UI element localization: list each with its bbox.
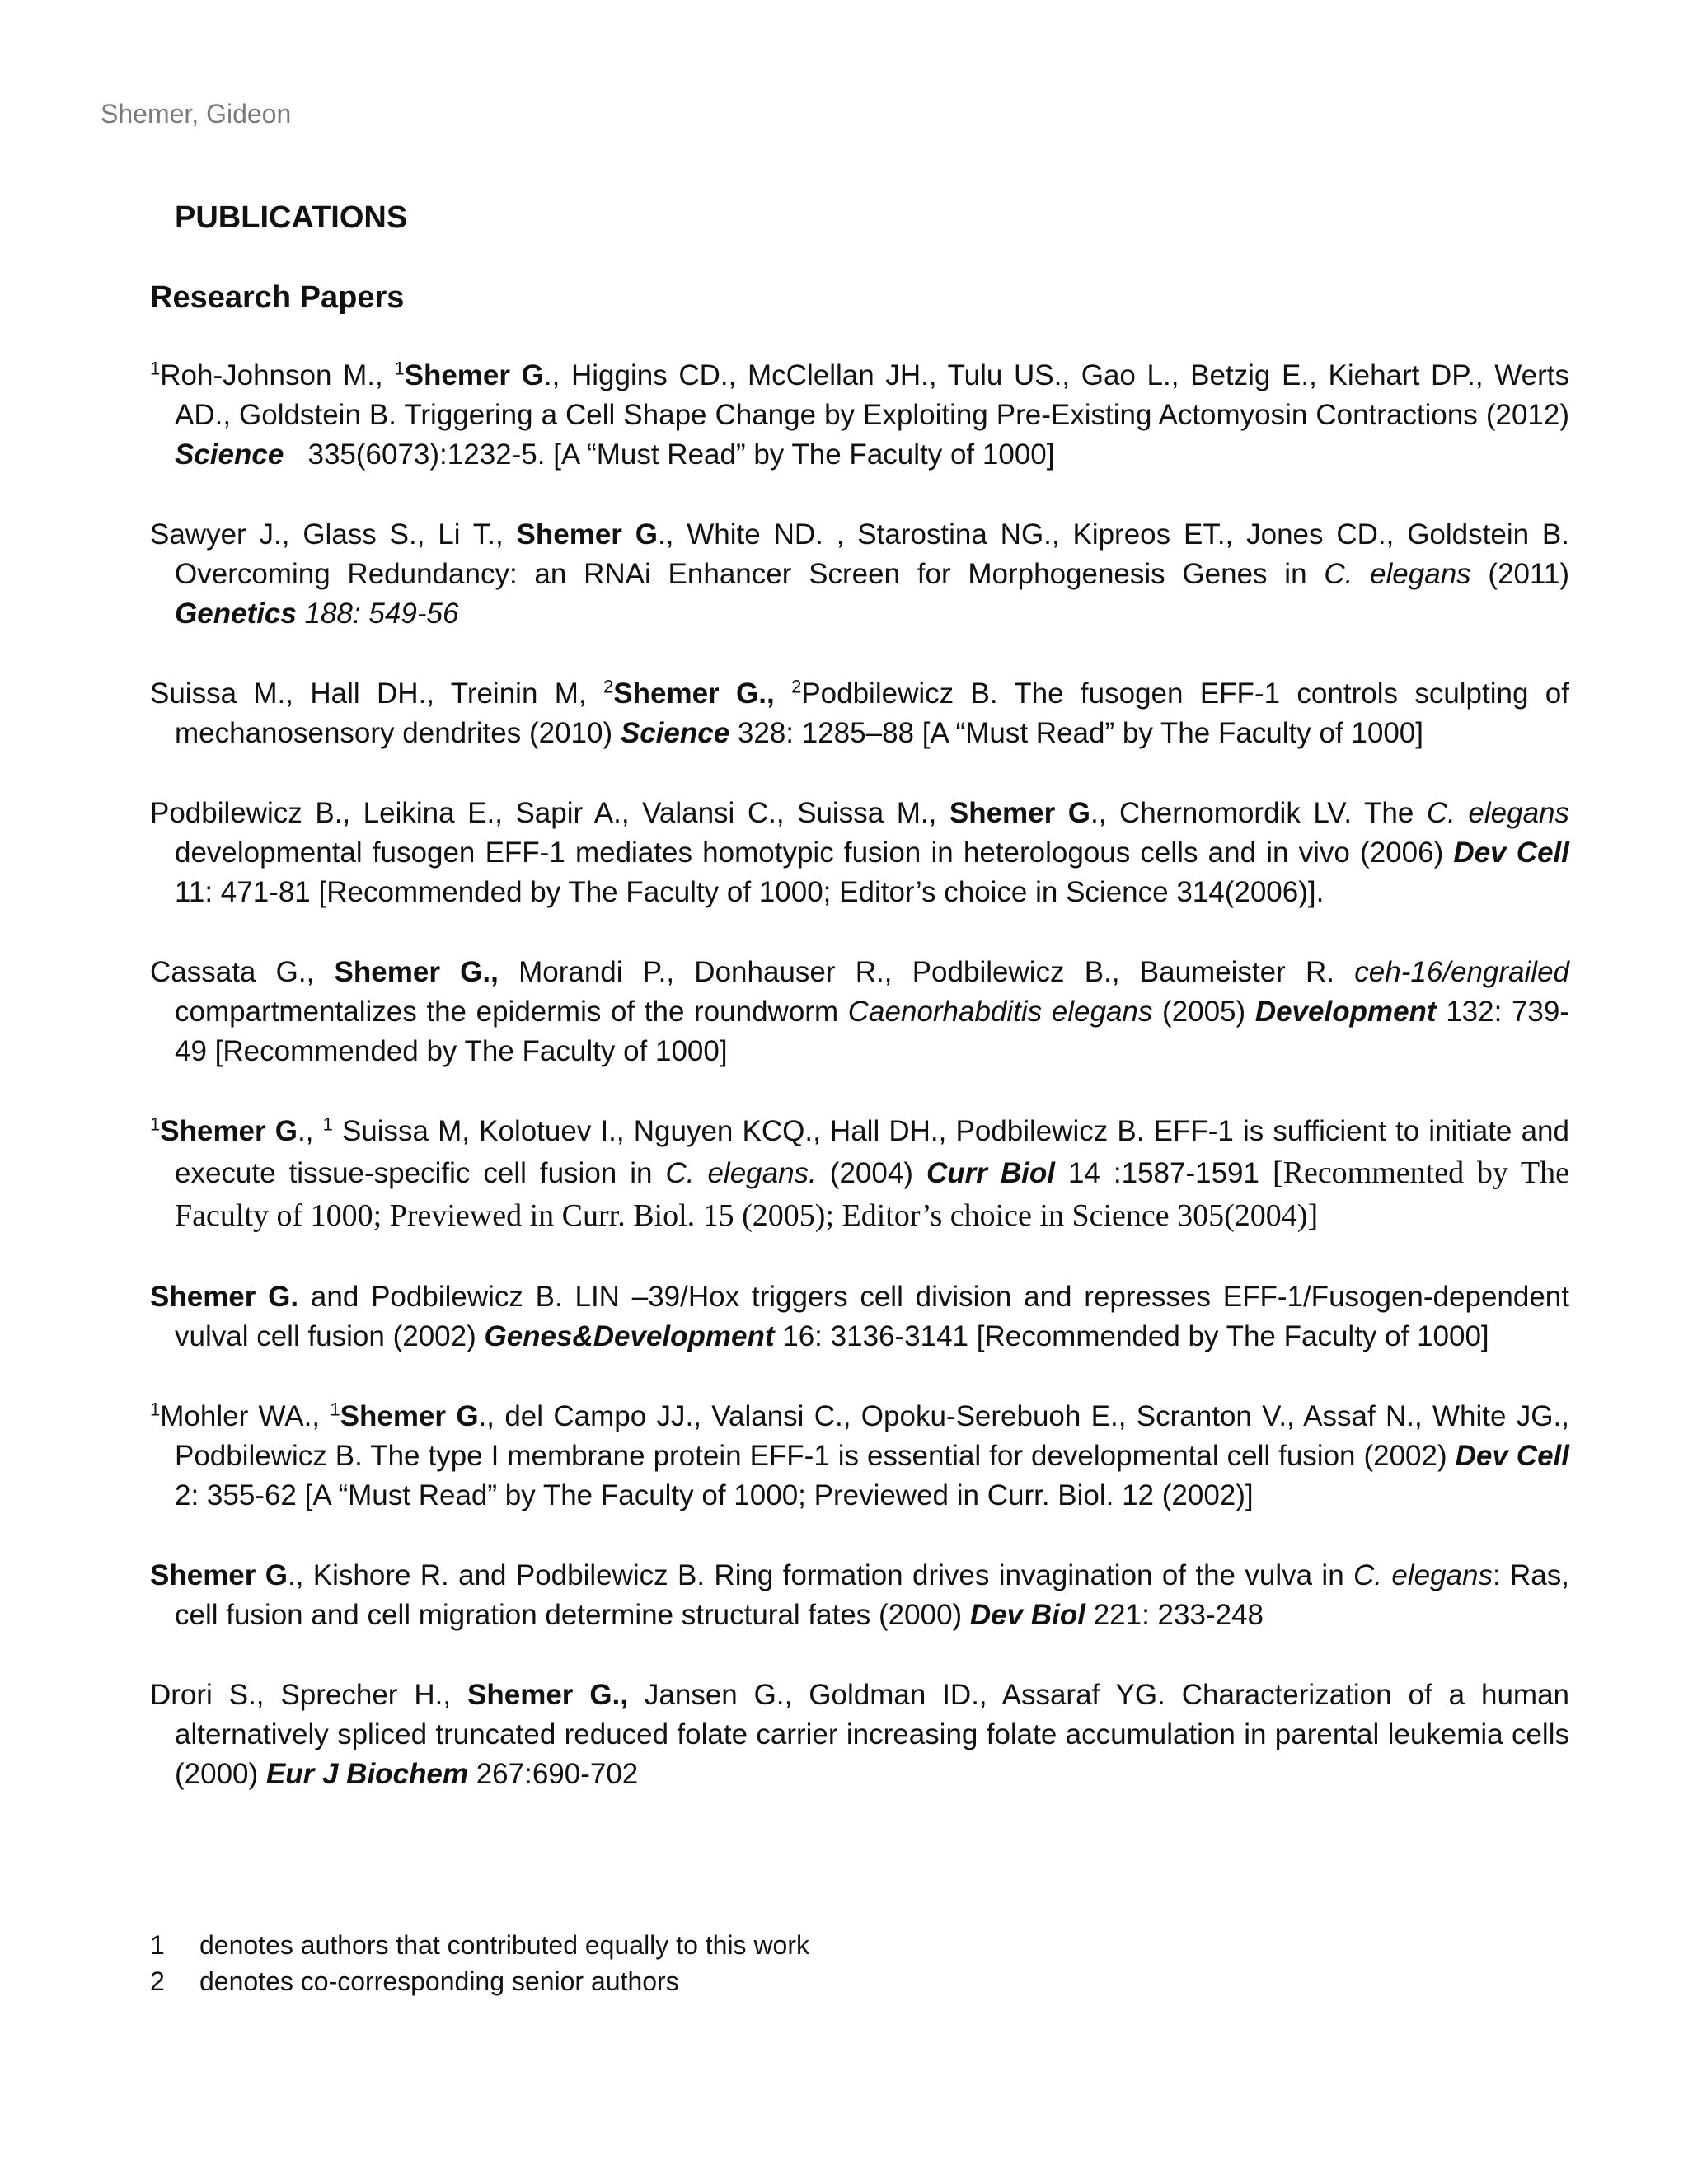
author-highlight: Shemer G., xyxy=(467,1679,628,1711)
citation-text: Suissa M, Kolotuev I., Nguyen KCQ., Hall DH., Podbilewicz B. EFF-1 is sufficient to initiate and execute tissue-specific cell fusion in xyxy=(175,1115,1569,1189)
authors-text: Sawyer J., Glass S., Li T., xyxy=(150,518,517,551)
citation-details: 16: 3136-3141 [Recommended by The Faculty of 1000] xyxy=(774,1320,1489,1352)
citation-text: ., White ND. , Starostina NG., Kipreos ET., Jones CD., Goldstein B. Overcoming Redundancy: an RNAi Enhancer Screen for Morphogenesis Genes in xyxy=(175,518,1569,590)
publication-entry xyxy=(150,1675,1569,1794)
citation-details: 335(6073):1232-5. [A “Must Read” by The Faculty of 1000] xyxy=(284,438,1055,471)
citation-text: (2011) xyxy=(1470,558,1569,590)
author-highlight: Shemer G xyxy=(150,1559,288,1591)
publication-entry xyxy=(150,1556,1569,1635)
author-highlight: Shemer G xyxy=(404,359,544,391)
equal-contribution-marker: 1 xyxy=(150,1399,161,1420)
species-name: C. elegans xyxy=(1426,797,1570,829)
journal-name: Science xyxy=(175,438,284,471)
citation-details: 132: 739-49 [Recommended by The Faculty of 1000] xyxy=(175,996,1570,1067)
equal-contribution-marker: 1 xyxy=(322,1113,333,1135)
authors-text: Roh-Johnson M., xyxy=(160,359,395,391)
journal-name: Genes&Development xyxy=(484,1320,775,1352)
species-name: C. elegans xyxy=(1324,558,1471,590)
citation-details: 2: 355-62 [A “Must Read” by The Faculty of 1000; Previewed in Curr. Biol. 12 (2002)] xyxy=(175,1479,1254,1511)
citation-text: developmental fusogen EFF-1 mediates homotypic fusion in heterologous cells and in vivo (2006) xyxy=(175,837,1454,869)
footnote-text: denotes authors that contributed equally to this work xyxy=(199,1930,809,1960)
author-highlight: Shemer G xyxy=(160,1115,298,1147)
citation-text: and Podbilewicz B. LIN –39/Hox triggers cell division and represses EFF-1/Fusogen-dependent vulval cell fusion (2002) xyxy=(175,1281,1569,1352)
footnotes xyxy=(150,1927,809,1999)
journal-name: Curr Biol xyxy=(926,1157,1055,1189)
citation-text: ., Higgins CD., McClellan JH., Tulu US., Gao L., Betzig E., Kiehart DP., Werts AD., Goldstein B. Triggering a Cell Shape Change by Exploiting Pre-Existing Actomyosin Contractions (2012) xyxy=(175,359,1569,431)
authors-text: Podbilewicz B., Leikina E., Sapir A., Valansi C., Suissa M., xyxy=(150,797,950,829)
section-title: PUBLICATIONS xyxy=(175,200,408,235)
publication-entry xyxy=(150,356,1569,475)
citation-details: 267:690-702 xyxy=(467,1758,639,1790)
publication-entry xyxy=(150,1397,1569,1516)
subsection-title: Research Papers xyxy=(150,280,405,315)
species-name: Caenorhabditis elegans xyxy=(847,996,1153,1028)
footnote-text: denotes co-corresponding senior authors xyxy=(199,1966,679,1996)
citation-text: compartmentalizes the epidermis of the roundworm xyxy=(175,996,848,1028)
corresponding-author-marker: 2 xyxy=(603,676,614,697)
journal-name: Development xyxy=(1254,996,1437,1028)
citation-text: (2004) xyxy=(816,1157,926,1189)
citation-text: (2005) xyxy=(1152,996,1255,1028)
publication-entry xyxy=(150,674,1569,753)
journal-name: Genetics xyxy=(175,598,297,630)
journal-name: Dev Cell xyxy=(1455,1440,1569,1472)
author-highlight: Shemer G., xyxy=(334,956,499,988)
publication-entry xyxy=(150,1277,1569,1357)
citation-details: 11: 471-81 [Recommended by The Faculty of 1000; Editor’s choice in Science 314(2006)]. xyxy=(175,876,1325,908)
citation-text: Morandi P., Donhauser R., Podbilewicz B., Baumeister R. xyxy=(498,956,1355,988)
citation-details: 14 :1587-1591 xyxy=(1054,1157,1273,1189)
footnote-equal-contribution xyxy=(150,1927,809,1963)
citation-text: : Ras, cell fusion and cell migration determine structural fates (2000) xyxy=(175,1559,1570,1631)
publication-entry xyxy=(150,515,1569,634)
footnote-corresponding-author xyxy=(150,1963,809,1999)
author-highlight: Shemer G xyxy=(516,518,658,551)
citation-details: 188: 549-56 xyxy=(296,598,459,630)
equal-contribution-marker: 1 xyxy=(330,1399,340,1420)
recommendation-note: [Recommented by The Faculty of 1000; Previewed in Curr. Biol. 15 (2005); Editor’s choice in Science 305(2004)] xyxy=(175,1155,1570,1233)
equal-contribution-marker: 1 xyxy=(394,358,405,379)
publication-entry xyxy=(150,1112,1569,1237)
journal-name: Eur J Biochem xyxy=(265,1758,468,1790)
footnote-number: 2 xyxy=(150,1966,165,1996)
equal-contribution-marker: 1 xyxy=(150,358,161,379)
equal-contribution-marker: 1 xyxy=(150,1113,161,1135)
author-highlight: Shemer G xyxy=(949,797,1091,829)
authors-text: ., xyxy=(298,1115,323,1147)
citation-details: 328: 1285–88 [A “Must Read” by The Faculty of 1000] xyxy=(729,717,1423,749)
species-name: C. elegans xyxy=(1353,1559,1493,1591)
journal-name: Dev Biol xyxy=(969,1599,1085,1631)
corresponding-author-marker: 2 xyxy=(791,676,802,697)
species-name: C. elegans. xyxy=(665,1157,817,1189)
citation-text: ., del Campo JJ., Valansi C., Opoku-Serebuoh E., Scranton V., Assaf N., White JG., Podbilewicz B. The type I membrane protein EFF-1 is essential for developmental cell fusion (2002) xyxy=(175,1400,1569,1472)
author-highlight: Shemer G., xyxy=(613,677,775,710)
journal-name: Science xyxy=(620,717,730,749)
authors-text: Cassata G., xyxy=(150,956,335,988)
citation-text: Jansen G., Goldman ID., Assaraf YG. Characterization of a human alternatively spliced truncated reduced folate carrier increasing folate accumulation in parental leukemia cells (2000) xyxy=(175,1679,1570,1790)
gene-name: ceh-16/engrailed xyxy=(1354,956,1570,988)
citation-text: ., Chernomordik LV. The xyxy=(1090,797,1427,829)
author-highlight: Shemer G xyxy=(340,1400,479,1432)
publication-list xyxy=(150,356,1569,1835)
citation-text: ., Kishore R. and Podbilewicz B. Ring formation drives invagination of the vulva in xyxy=(287,1559,1354,1591)
author-highlight: Shemer G. xyxy=(150,1281,299,1313)
authors-text: Drori S., Sprecher H., xyxy=(150,1679,468,1711)
authors-text: Suissa M., Hall DH., Treinin M, xyxy=(150,677,604,710)
journal-name: Dev Cell xyxy=(1453,837,1569,869)
publication-entry xyxy=(150,794,1569,912)
authors-text: Mohler WA., xyxy=(160,1400,331,1432)
citation-text: Podbilewicz B. The fusogen EFF-1 controls sculpting of mechanosensory dendrites (2010) xyxy=(175,677,1570,749)
spacer-text xyxy=(775,677,791,710)
citation-details: 221: 233-248 xyxy=(1085,1599,1264,1631)
footnote-number: 1 xyxy=(150,1930,165,1960)
publication-entry xyxy=(150,953,1569,1071)
header-author-name: Shemer, Gideon xyxy=(101,99,292,129)
